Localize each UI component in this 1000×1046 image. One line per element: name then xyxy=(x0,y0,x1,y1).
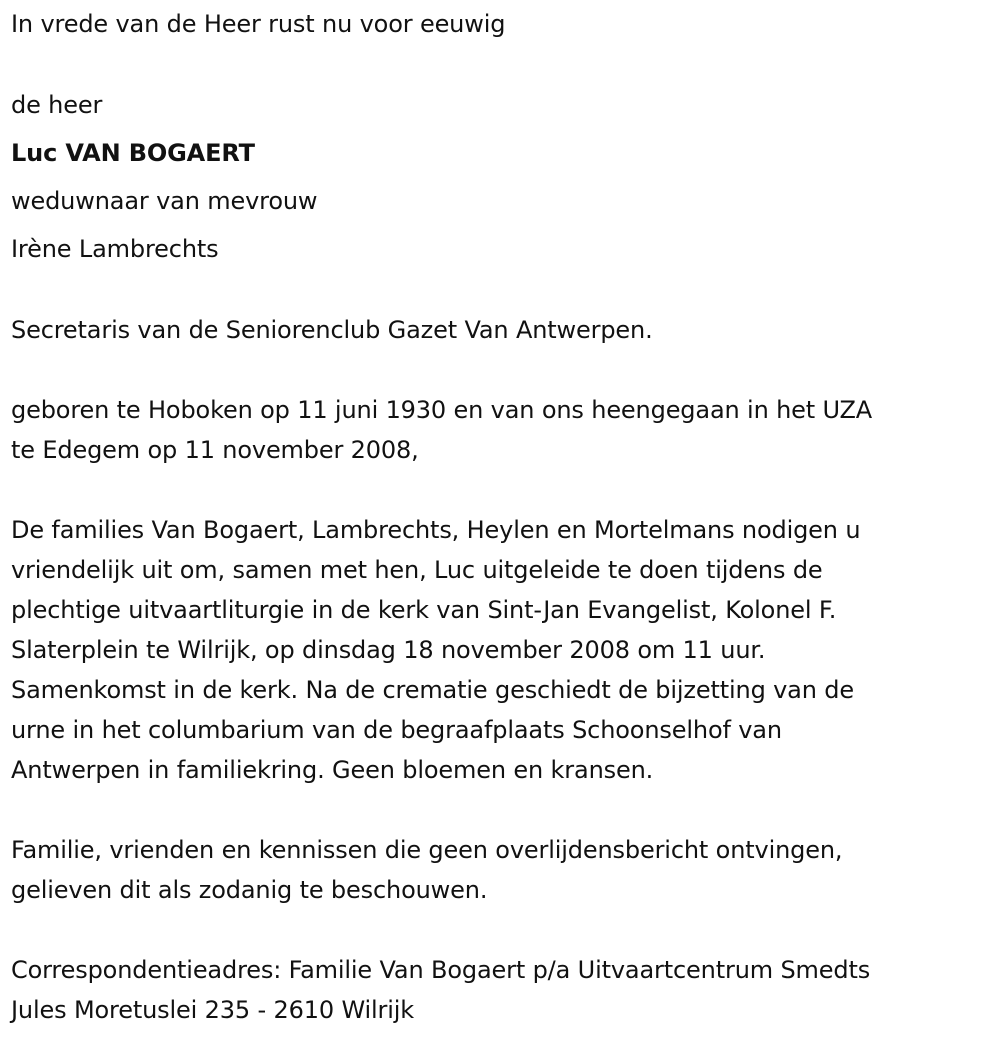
invitation-line: vriendelijk uit om, samen met hen, Luc uitgeleide te doen tijdens de xyxy=(11,556,823,584)
deceased-name: Luc VAN BOGAERT xyxy=(11,139,255,167)
spouse-label: weduwnaar van mevrouw xyxy=(11,187,318,215)
invitation-line: plechtige uitvaartliturgie in de kerk van Sint-Jan Evangelist, Kolonel F. xyxy=(11,596,837,624)
correspondence-line: Jules Moretuslei 235 - 2610 Wilrijk xyxy=(11,996,415,1024)
notice-note-line: gelieven dit als zodanig te beschouwen. xyxy=(11,876,488,904)
invitation-line: urne in het columbarium van de begraafplaats Schoonselhof van xyxy=(11,716,782,744)
invitation-line: Antwerpen in familiekring. Geen bloemen en kransen. xyxy=(11,756,654,784)
invitation-line: Slaterplein te Wilrijk, op dinsdag 18 november 2008 om 11 uur. xyxy=(11,636,766,664)
correspondence-line: Correspondentieadres: Familie Van Bogaert p/a Uitvaartcentrum Smedts xyxy=(11,956,871,984)
invitation-line: Samenkomst in de kerk. Na de crematie geschiedt de bijzetting van de xyxy=(11,676,854,704)
role-line: Secretaris van de Seniorenclub Gazet Van Antwerpen. xyxy=(11,316,653,344)
spouse-name: Irène Lambrechts xyxy=(11,235,219,263)
opening-line: In vrede van de Heer rust nu voor eeuwig xyxy=(11,10,506,38)
invitation-line: De families Van Bogaert, Lambrechts, Heylen en Mortelmans nodigen u xyxy=(11,516,861,544)
birth-death-line: te Edegem op 11 november 2008, xyxy=(11,436,419,464)
notice-note-line: Familie, vrienden en kennissen die geen overlijdensbericht ontvingen, xyxy=(11,836,843,864)
birth-death-line: geboren te Hoboken op 11 juni 1930 en van ons heengegaan in het UZA xyxy=(11,396,873,424)
honorific: de heer xyxy=(11,91,103,119)
